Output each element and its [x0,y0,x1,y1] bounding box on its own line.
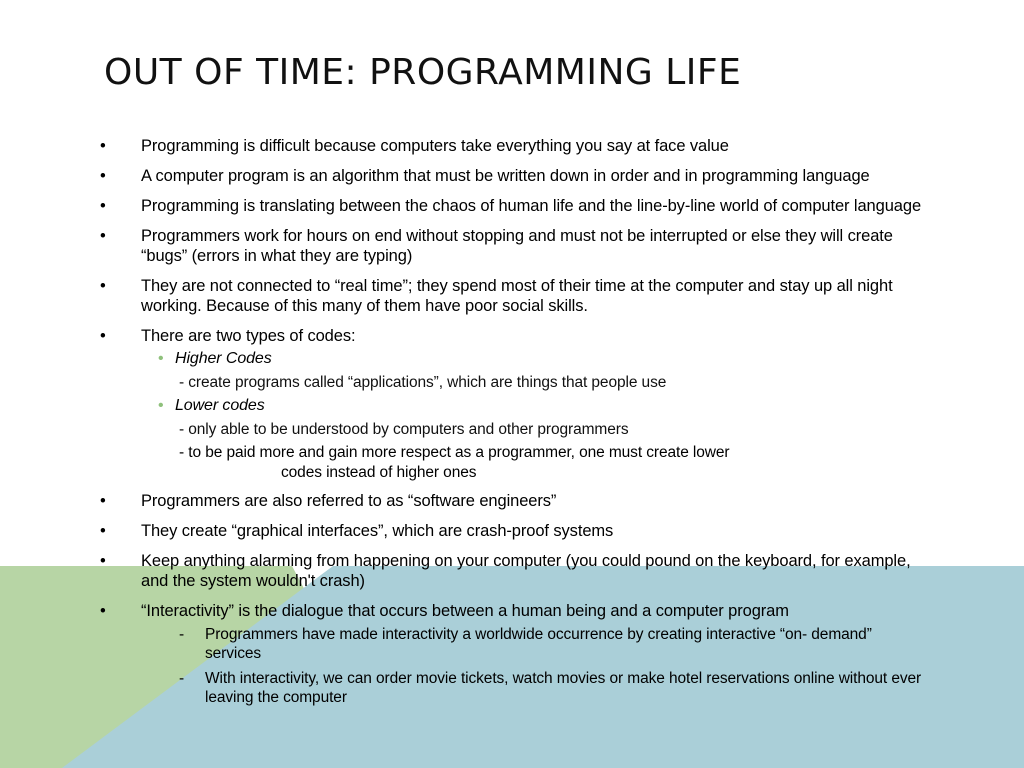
bullet-text: Programming is translating between the chaos of human life and the line-by-line world of computer language [141,197,922,215]
lower-codes-item [158,396,930,416]
bullet-item-interactivity [100,601,930,707]
dash-icon: - [179,670,185,687]
sub-bullet-icon: • [158,350,164,367]
lower-codes-detail-line1: - to be paid more and gain more respect as a programmer, one must create lower [179,444,730,461]
bullet-icon: • [100,167,106,185]
bullet-icon: • [100,137,106,155]
bullet-icon: • [100,552,106,570]
bullet-item [100,491,930,511]
bullet-item [100,166,930,186]
lower-codes-label: Lower codes [175,397,265,414]
interactivity-point [175,669,930,707]
bullet-item [100,551,930,591]
bullet-icon: • [100,277,106,295]
lower-codes-detail-text: - only able to be understood by computers and other programmers [179,421,629,438]
bullet-text: Programming is difficult because computers take everything you say at face value [141,137,729,155]
slide-content [100,136,930,717]
bullet-icon: • [100,602,106,620]
interactivity-point-text: Programmers have made interactivity a worldwide occurrence by creating interactive “on- demand” services [205,626,872,662]
bullet-item [100,276,930,316]
bullet-text: A computer program is an algorithm that must be written down in order and in programming language [141,167,870,185]
bullet-icon: • [100,227,106,245]
slide-title: OUT OF TIME: PROGRAMMING LIFE [104,52,742,93]
bullet-item [100,136,930,156]
bullet-icon: • [100,522,106,540]
interactivity-sublist [175,625,930,707]
interactivity-point-text: With interactivity, we can order movie tickets, watch movies or make hotel reservations online without ever leaving the computer [205,670,922,706]
bullet-item-codes [100,326,930,483]
codes-sublist [158,349,930,483]
bullet-text: Keep anything alarming from happening on your computer (you could pound on the keyboard, for example, and the system wouldn't crash) [141,552,911,590]
higher-codes-label: Higher Codes [175,350,272,367]
bullet-icon: • [100,197,106,215]
interactivity-point [175,625,930,663]
bullet-item [100,226,930,266]
higher-codes-detail-text: - create programs called “applications”, which are things that people use [179,374,667,391]
bullet-item [100,521,930,541]
bullet-icon: • [100,492,106,510]
bullet-text: They create “graphical interfaces”, which are crash-proof systems [141,522,614,540]
lower-codes-detail [158,420,930,440]
lower-codes-detail-line2: codes instead of higher ones [281,464,477,481]
bullet-text: Programmers are also referred to as “software engineers” [141,492,557,510]
bullet-text: There are two types of codes: [141,327,356,345]
higher-codes-detail [158,373,930,393]
dash-icon: - [179,626,185,643]
lower-codes-detail [158,443,930,483]
sub-bullet-icon: • [158,397,164,414]
bullet-text: “Interactivity” is the dialogue that occurs between a human being and a computer program [141,602,789,620]
bullet-icon: • [100,327,106,345]
bullet-text: They are not connected to “real time”; they spend most of their time at the computer and stay up all night working. Because of this many of them have poor social skills. [141,277,893,315]
bullet-item [100,196,930,216]
higher-codes-item [158,349,930,369]
bullet-text: Programmers work for hours on end without stopping and must not be interrupted or else they will create “bugs” (errors in what they are typing) [141,227,893,265]
